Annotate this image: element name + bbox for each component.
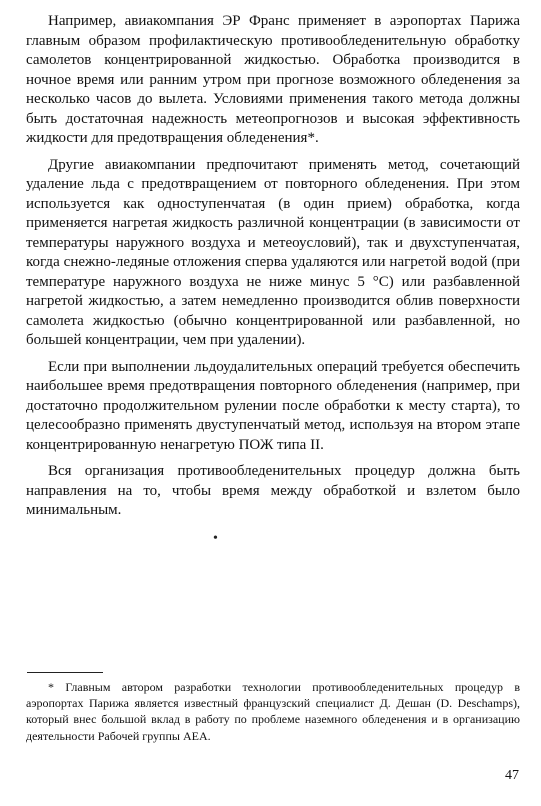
footnote [26, 679, 520, 744]
paragraph-4: Вся организация противообледенительных процедур должна быть направления на то, чтобы время между обработкой и взлетом было минимальным. [26, 463, 520, 518]
main-text [26, 12, 520, 528]
page-number: 47 [505, 768, 519, 783]
footnote-divider [27, 672, 103, 673]
paragraph-2: Другие авиакомпании предпочитают применять метод, сочетающий удаление льда с предотвращением от повторного обледенения. При этом используется как одноступенчатая (в один прием) обработка, когда применяется нагретая жидкость различной концентрации (в зависимости от температуры наружного воздуха и метеоусловий), так и двухступенчатая, когда снежно-ледяные отложения сперва удаляются или нагретой водой (при температуре наружного воздуха не ниже минус 5 °С) или разбавленной нагретой жидкостью, а затем немедленно производится облив поверхности самолета жидкостью (обычно концентрированной или разбавленной, но большей концентрации, чем при удалении). [26, 156, 520, 348]
footnote-text: * Главным автором разработки технологии противообледенительных процедур в аэропортах Парижа является известный французский специалист Д. Дешан (D. Deschamps), который внес большой вклад в работу по проблеме наземного обледенения и в организацию деятельности Рабочей группы АЕА. [26, 680, 520, 743]
stray-mark: • [213, 531, 218, 546]
paragraph-1: Например, авиакомпания ЭР Франс применяет в аэропортах Парижа главным образом профилактическую противообледенительную обработку самолетов концентрированной жидкостью. Обработка производится в ночное время или ранним утром при прогнозе возможного обледенения за несколько часов до вылета. Условиями применения такого метода должны быть достаточная надежность метеопрогнозов и высокая эффективность жидкости для предотвращения обледенения*. [26, 13, 520, 146]
paragraph-3: Если при выполнении льдоудалительных операций требуется обеспечить наибольшее время предотвращения повторного обледенения (например, при достаточно продолжительном рулении после обработки к месту старта), то целесообразно применять двуступенчатый метод, используя на втором этапе концентрированную ненагретую ПОЖ типа II. [26, 358, 520, 453]
